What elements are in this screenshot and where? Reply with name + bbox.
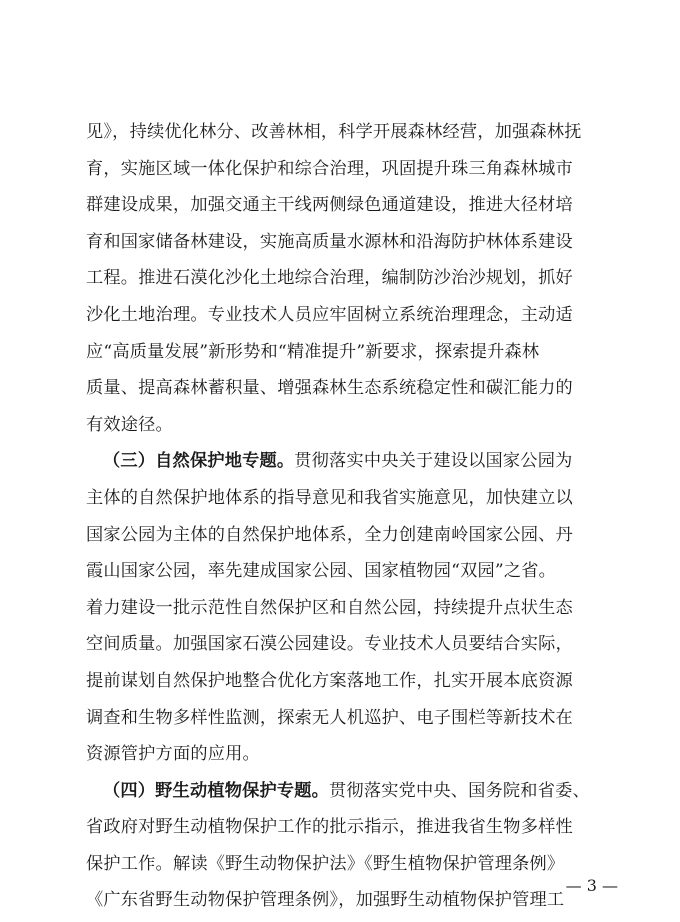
paragraph-line: 群建设成果，加强交通主干线两侧绿色通道建设，推进大径材培 bbox=[86, 195, 573, 216]
section-3-line: 国家公园为主体的自然保护地体系，全力创建南岭国家公园、丹 bbox=[86, 524, 573, 545]
paragraph-line: 应“高质量发展”新形势和“精准提升”新要求，探索提升森林 bbox=[86, 341, 540, 362]
body-text bbox=[86, 114, 626, 919]
section-3-line: 着力建设一批示范性自然保护区和自然公园，持续提升点状生态 bbox=[86, 597, 573, 618]
section-4-line: 保护工作。解读《野生动物保护法》《野生植物保护管理条例》 bbox=[86, 853, 565, 874]
section-4-line: 省政府对野生动植物保护工作的批示指示，推进我省生物多样性 bbox=[86, 817, 573, 838]
section-3-heading: （三）自然保护地专题。 bbox=[103, 451, 295, 472]
section-4-first-text: 贯彻落实党中央、国务院和省委、 bbox=[329, 780, 590, 801]
paragraph-line: 沙化土地治理。专业技术人员应牢固树立系统治理理念，主动适 bbox=[86, 304, 573, 325]
paragraph-line: 有效途径。 bbox=[86, 414, 173, 435]
section-4-line: 《广东省野生动物保护管理条例》，加强野生动植物保护管理工 bbox=[86, 890, 565, 911]
section-3-line: 提前谋划自然保护地整合优化方案落地工作，扎实开展本底资源 bbox=[86, 670, 573, 691]
section-3-line: 资源管护方面的应用。 bbox=[86, 744, 260, 765]
section-3-line: 调查和生物多样性监测，探索无人机巡护、电子围栏等新技术在 bbox=[86, 707, 573, 728]
section-3-line: 主体的自然保护地体系的指导意见和我省实施意见，加快建立以 bbox=[86, 487, 573, 508]
paragraph-line: 见》，持续优化林分、改善林相，科学开展森林经营，加强森林抚 bbox=[86, 122, 582, 142]
section-3-first-text: 贯彻落实中央关于建设以国家公园为 bbox=[294, 451, 573, 472]
section-4-first-line bbox=[86, 773, 626, 810]
section-3-line: 空间质量。加强国家石漠公园建设。专业技术人员要结合实际， bbox=[86, 634, 573, 655]
section-3-line: 霞山国家公园，率先建成国家公园、国家植物园“双园”之省。 bbox=[86, 561, 557, 582]
section-3-first-line bbox=[86, 443, 626, 480]
paragraph-line: 工程。推进石漠化沙化土地综合治理，编制防沙治沙规划，抓好 bbox=[86, 268, 573, 289]
section-4-heading: （四）野生动植物保护专题。 bbox=[103, 780, 330, 801]
page-number: — 3 — bbox=[565, 876, 618, 895]
paragraph-line: 质量、提高森林蓄积量、增强森林生态系统稳定性和碳汇能力的 bbox=[86, 378, 573, 399]
paragraph-line: 育，实施区域一体化保护和综合治理，巩固提升珠三角森林城市 bbox=[86, 158, 573, 179]
paragraph-line: 育和国家储备林建设，实施高质量水源林和沿海防护林体系建设 bbox=[86, 231, 573, 252]
